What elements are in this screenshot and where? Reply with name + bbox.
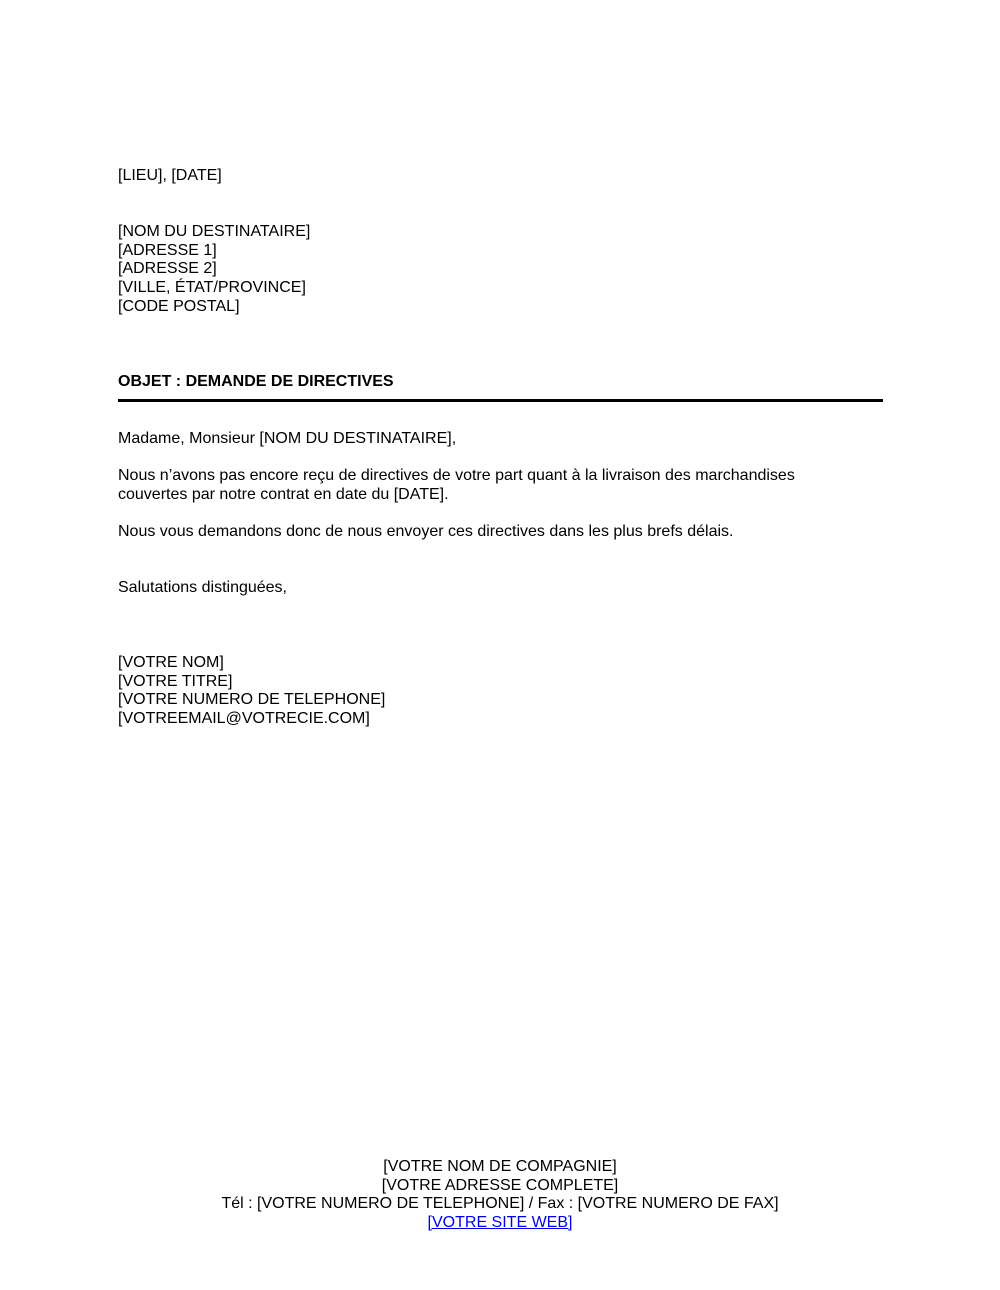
body-paragraph-1 <box>118 467 883 504</box>
closing: Salutations distinguées, <box>118 579 287 596</box>
footer-address: [VOTRE ADRESSE COMPLETE] <box>381 1176 619 1194</box>
signature-phone: [VOTRE NUMERO DE TELEPHONE] <box>118 691 386 709</box>
footer-contact: Tél : [VOTRE NUMERO DE TELEPHONE] / Fax : [VOTRE NUMERO DE FAX] <box>221 1195 779 1213</box>
recipient-address-block <box>118 223 883 317</box>
body-paragraph-1-line-2: couvertes par notre contrat en date du [DATE]. <box>118 485 449 503</box>
subject-divider <box>118 399 883 402</box>
signature-email: [VOTREEMAIL@VOTRECIE.COM] <box>118 710 370 728</box>
signature-title: [VOTRE TITRE] <box>118 672 233 690</box>
recipient-city-state: [VILLE, ÉTAT/PROVINCE] <box>118 279 306 297</box>
place-date: [LIEU], [DATE] <box>118 167 222 184</box>
signature-name: [VOTRE NOM] <box>118 654 224 671</box>
recipient-address-1: [ADRESSE 1] <box>118 241 217 259</box>
recipient-name: [NOM DU DESTINATAIRE] <box>118 223 311 240</box>
footer-website-link[interactable]: [VOTRE SITE WEB] <box>427 1214 573 1232</box>
body-paragraph-2-text: Nous vous demandons donc de nous envoyer ces directives dans les plus brefs délais. <box>118 523 734 540</box>
place-date-block <box>118 167 883 186</box>
salutation: Madame, Monsieur [NOM DU DESTINATAIRE], <box>118 430 457 447</box>
body-paragraph-1-line-1: Nous n’avons pas encore reçu de directives de votre part quant à la livraison des marchandises <box>118 467 795 484</box>
recipient-postal-code: [CODE POSTAL] <box>118 297 240 315</box>
letterhead-footer <box>0 1158 1000 1233</box>
subject-block <box>118 373 883 392</box>
signature-block <box>118 654 883 729</box>
salutation-block <box>118 430 883 449</box>
subject-line: OBJET : DEMANDE DE DIRECTIVES <box>118 373 394 390</box>
closing-block <box>118 579 883 598</box>
body-paragraph-2 <box>118 523 883 542</box>
recipient-address-2: [ADRESSE 2] <box>118 260 217 278</box>
footer-company: [VOTRE NOM DE COMPAGNIE] <box>383 1158 617 1175</box>
